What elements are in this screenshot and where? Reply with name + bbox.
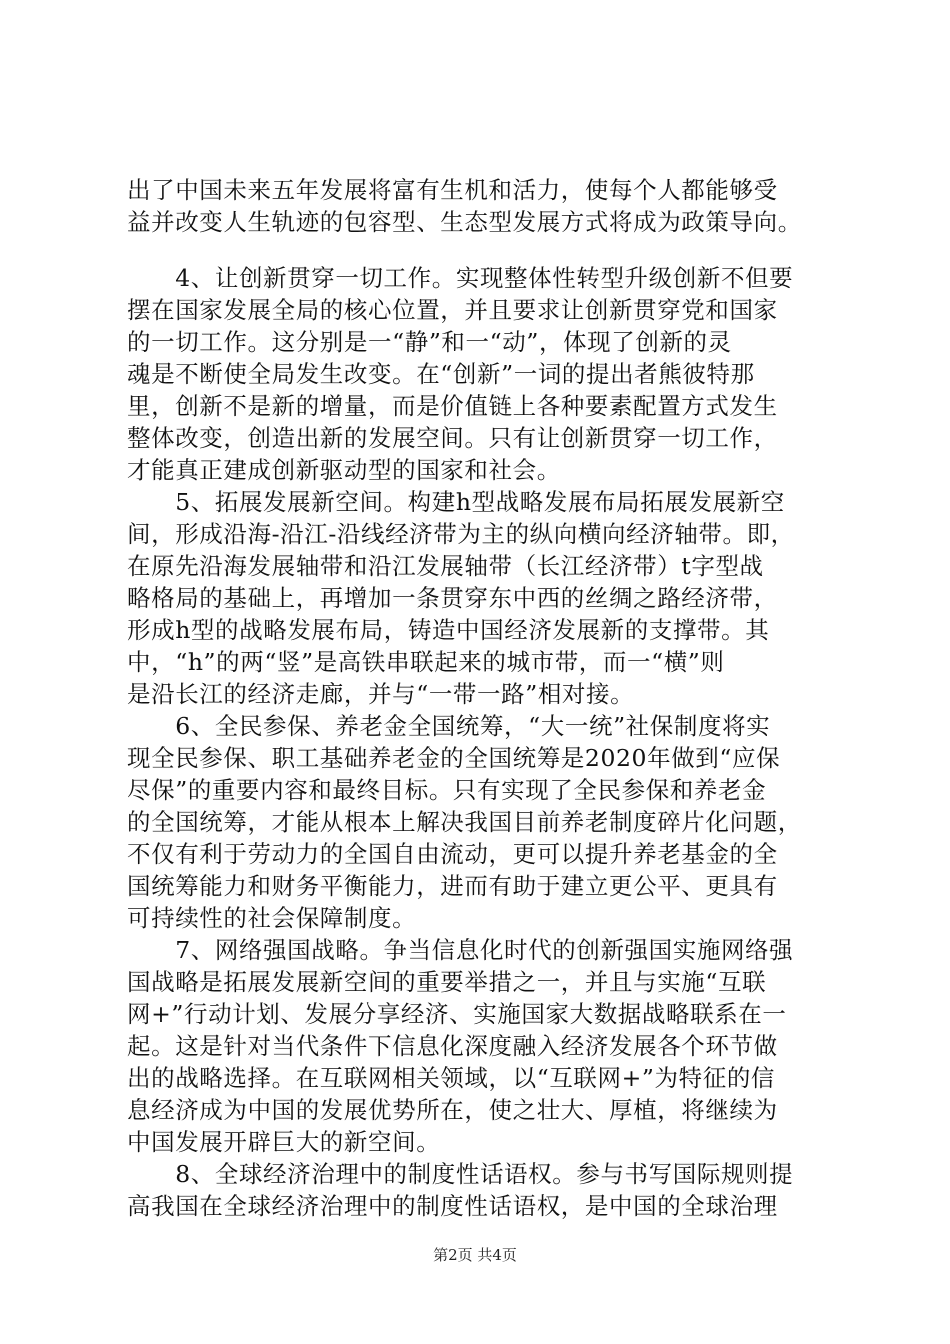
text-line: 6、全民参保、养老金全国统筹，“大一统”社保制度将实 bbox=[127, 712, 771, 740]
text-line: 间，形成沿海-沿江-沿线经济带为主的纵向横向经济轴带。即， bbox=[127, 520, 795, 548]
text-line: 是沿长江的经济走廊，并与“一带一路”相对接。 bbox=[127, 680, 635, 708]
text-line: 息经济成为中国的发展优势所在，使之壮大、厚植，将继续为 bbox=[127, 1096, 778, 1124]
text-line: 益并改变人生轨迹的包容型、生态型发展方式将成为政策导向。 bbox=[127, 208, 802, 236]
text-line: 在原先沿海发展轴带和沿江发展轴带（长江经济带）t字型战 bbox=[127, 552, 764, 580]
text-line: 不仅有利于劳动力的全国自由流动，更可以提升养老基金的全 bbox=[127, 840, 778, 868]
text-line: 8、全球经济治理中的制度性话语权。参与书写国际规则提 bbox=[127, 1160, 794, 1188]
text-line: 才能真正建成创新驱动型的国家和社会。 bbox=[127, 456, 561, 484]
text-line: 起。这是针对当代条件下信息化深度融入经济发展各个环节做 bbox=[127, 1032, 778, 1060]
text-line: 国战略是拓展发展新空间的重要举措之一，并且与实施“互联 bbox=[127, 968, 767, 996]
text-line: 略格局的基础上，再增加一条贯穿东中西的丝绸之路经济带， bbox=[127, 584, 778, 612]
text-line: 的全国统筹，才能从根本上解决我国目前养老制度碎片化问题， bbox=[127, 808, 802, 836]
text-line: 形成h型的战略发展布局，铸造中国经济发展新的支撑带。其 bbox=[127, 616, 770, 644]
text-line: 7、网络强国战略。争当信息化时代的创新强国实施网络强 bbox=[127, 936, 794, 964]
text-line: 中，“h”的两“竖”是高铁串联起来的城市带，而一“横”则 bbox=[127, 648, 725, 676]
text-line: 出的战略选择。在互联网相关领域，以“互联网+”为特征的信 bbox=[127, 1064, 776, 1092]
page-footer: 第2页 共4页 bbox=[433, 1246, 517, 1264]
text-line: 整体改变，创造出新的发展空间。只有让创新贯穿一切工作， bbox=[127, 424, 778, 452]
text-line: 高我国在全球经济治理中的制度性话语权，是中国的全球治理 bbox=[127, 1192, 778, 1220]
text-line: 尽保”的重要内容和最终目标。只有实现了全民参保和养老金 bbox=[127, 776, 767, 804]
text-line: 可持续性的社会保障制度。 bbox=[127, 904, 417, 932]
text-line: 5、拓展发展新空间。构建h型战略发展布局拓展发展新空 bbox=[127, 488, 785, 516]
text-line: 里，创新不是新的增量，而是价值链上各种要素配置方式发生 bbox=[127, 392, 778, 420]
text-line: 现全民参保、职工基础养老金的全国统筹是2020年做到“应保 bbox=[127, 744, 781, 772]
text-line: 摆在国家发展全局的核心位置，并且要求让创新贯穿党和国家 bbox=[127, 296, 778, 324]
text-line: 网+”行动计划、发展分享经济、实施国家大数据战略联系在一 bbox=[127, 1000, 787, 1028]
text-line: 国统筹能力和财务平衡能力，进而有助于建立更公平、更具有 bbox=[127, 872, 778, 900]
text-line: 魂是不断使全局发生改变。在“创新”一词的提出者熊彼特那 bbox=[127, 360, 755, 388]
text-line: 4、让创新贯穿一切工作。实现整体性转型升级创新不但要 bbox=[127, 264, 794, 292]
text-line: 中国发展开辟巨大的新空间。 bbox=[127, 1128, 441, 1156]
text-line: 出了中国未来五年发展将富有生机和活力，使每个人都能够受 bbox=[127, 176, 778, 204]
text-line: 的一切工作。这分别是一“静”和一“动”，体现了创新的灵 bbox=[127, 328, 732, 356]
